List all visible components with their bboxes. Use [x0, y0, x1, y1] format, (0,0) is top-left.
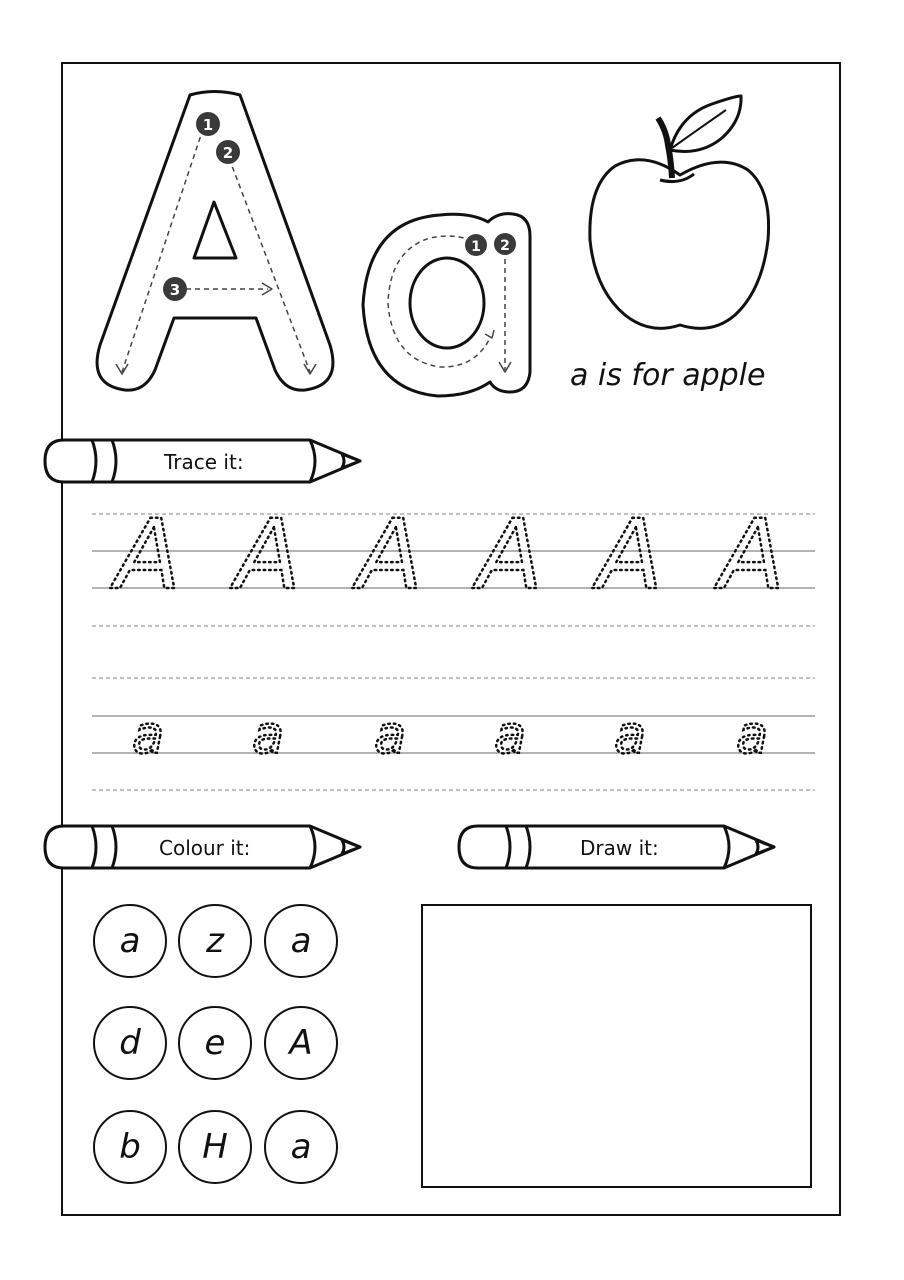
trace-lowercase-a-4: a — [494, 706, 526, 766]
trace-uppercase-a-4: A — [477, 499, 543, 611]
colour-circle-8[interactable]: H — [178, 1110, 252, 1184]
colour-circle-6[interactable]: A — [264, 1006, 338, 1080]
colour-circle-9[interactable]: a — [264, 1110, 338, 1184]
trace-uppercase-a-6: A — [719, 499, 785, 611]
trace-lowercase-a-5: a — [614, 706, 646, 766]
trace-lowercase-a-6: a — [736, 706, 768, 766]
trace-uppercase-a-1: A — [115, 499, 181, 611]
trace-uppercase-a-5: A — [597, 499, 663, 611]
colour-circle-4[interactable]: d — [93, 1006, 167, 1080]
lowercase-a-stroke-number-1: 1 — [471, 239, 481, 255]
colour-circle-2[interactable]: z — [178, 904, 252, 978]
trace-lowercase-a-2: a — [252, 706, 284, 766]
tracing-guide-lines — [92, 514, 815, 790]
trace-lowercase-a-3: a — [374, 706, 406, 766]
uppercase-a-stroke-number-3: 3 — [169, 281, 181, 299]
colour-it-label: Colour it: — [159, 836, 251, 860]
colour-circle-1[interactable]: a — [93, 904, 167, 978]
trace-uppercase-a-2: A — [235, 499, 301, 611]
apple-icon — [590, 96, 769, 328]
lowercase-a-stroke-number-2: 2 — [500, 238, 510, 254]
lowercase-letter — [0, 0, 1, 1]
caption-a-is-for-apple: a is for apple — [570, 358, 766, 393]
colour-circle-3[interactable]: a — [264, 904, 338, 978]
uppercase-a-outline — [97, 92, 333, 391]
colour-circle-7[interactable]: b — [93, 1110, 167, 1184]
trace-lowercase-a-1: a — [132, 706, 164, 766]
colour-circle-5[interactable]: e — [178, 1006, 252, 1080]
trace-it-label: Trace it: — [164, 450, 244, 474]
uppercase-a-stroke-number-2: 2 — [222, 144, 234, 162]
trace-uppercase-a-3: A — [357, 499, 423, 611]
trace-row-lowercase — [132, 706, 768, 766]
trace-row-uppercase — [109, 499, 785, 611]
draw-it-box[interactable] — [421, 904, 812, 1188]
uppercase-a-stroke-number-1: 1 — [202, 116, 214, 134]
draw-it-label: Draw it: — [580, 836, 659, 860]
